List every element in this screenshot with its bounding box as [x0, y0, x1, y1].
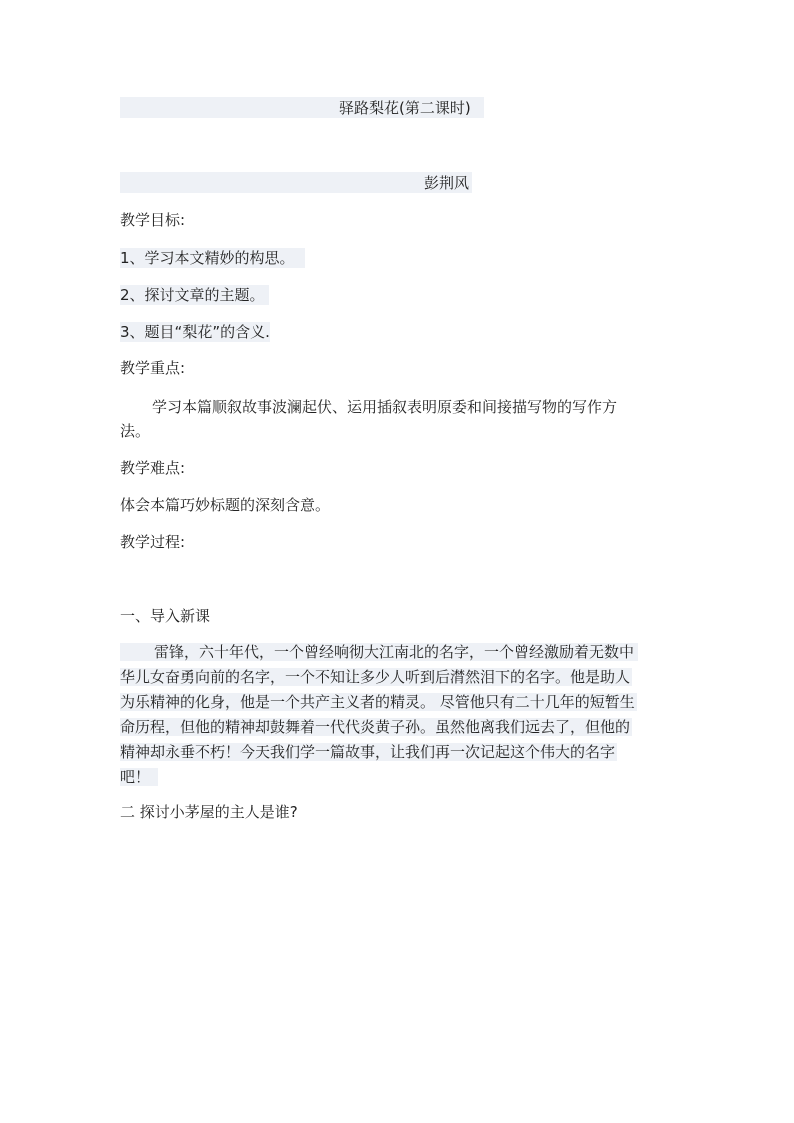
paragraph-line: 精神却永垂不朽！今天我们学一篇故事，让我们再一次记起这个伟大的名字 [120, 743, 616, 761]
author-highlight [120, 172, 472, 193]
section-1-heading: 一、导入新课 [120, 607, 211, 625]
document-title: 驿路梨花(第二课时) [339, 99, 471, 117]
key-points-heading: 教学重点: [120, 359, 186, 377]
paragraph-line: 雷锋，六十年代，一个曾经响彻大江南北的名字，一个曾经激励着无数中 [120, 640, 680, 665]
paragraph-line: 华儿女奋勇向前的名字，一个不知让多少人听到后潸然泪下的名字。他是助人 [120, 668, 631, 686]
key-points-text-line-2: 法。 [120, 422, 151, 440]
objective-item-1: 1、学习本文精妙的构思。 [120, 248, 305, 268]
paragraph-line: 吧！ [120, 765, 680, 790]
objective-item-3: 3、题目“梨花”的含义. [120, 323, 270, 341]
objectives-heading: 教学目标: [120, 211, 186, 229]
process-heading: 教学过程: [120, 533, 186, 551]
section-1-paragraph [120, 640, 680, 790]
document-author: 彭荆风 [424, 174, 470, 192]
paragraph-line: 命历程，但他的精神却鼓舞着一代代炎黄子孙。虽然他离我们远去了，但他的 [120, 718, 631, 736]
paragraph-line: 为乐精神的化身，他是一个共产主义者的精灵。 尽管他只有二十几年的短暂生 [120, 693, 635, 711]
section-2-heading: 二 探讨小茅屋的主人是谁? [120, 803, 298, 821]
difficulties-heading: 教学难点: [120, 459, 186, 477]
difficulties-text: 体会本篇巧妙标题的深刻含意。 [120, 496, 331, 514]
objective-item-2: 2、探讨文章的主题。 [120, 285, 269, 305]
key-points-text-line-1: 学习本篇顺叙故事波澜起伏、运用插叙表明原委和间接描写物的写作方 [152, 398, 618, 416]
